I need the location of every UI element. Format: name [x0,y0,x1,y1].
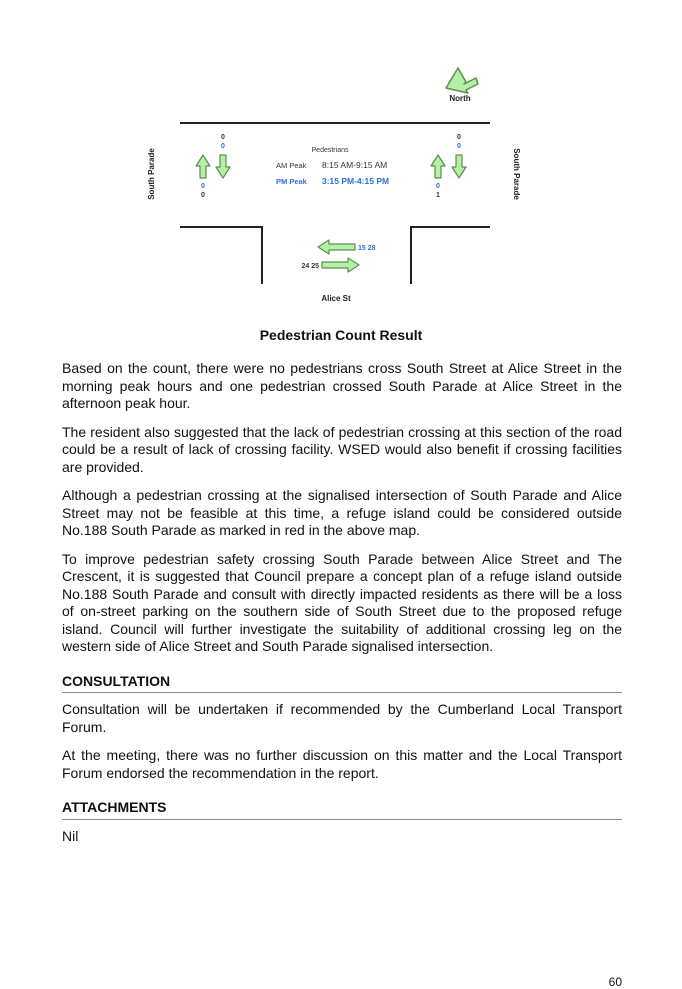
street-label-south: Alice St [321,294,351,303]
legend-am-label: AM Peak [276,161,307,170]
street-label-west: South Parade [147,148,156,200]
arrow-down-east-icon [452,155,466,178]
legend-am-time: 8:15 AM-9:15 AM [322,160,388,170]
consultation-heading: CONSULTATION [62,673,622,694]
paragraph: The resident also suggested that the lack of pedestrian crossing at this section of the road could be a result of lack of crossing facility. WSED would also benefit if crossing facilities are provided. [62,423,622,475]
count-east-bottom-pm: 0 [436,183,440,190]
page-number: 60 [608,975,622,989]
road-edge-southwest [180,227,262,284]
paragraph: Although a pedestrian crossing at the signalised intersection of South Parade and Alice Street may not be feasible at this time, a refuge island could be considered outside No.188 South Parade as marked in red in the above map. [62,487,622,538]
road-edge-southeast [411,227,490,284]
paragraph: To improve pedestrian safety crossing South Parade between Alice Street and The Crescent, it is suggested that Council prepare a concept plan of a refuge island outside No.188 South Parade and consult with directly impacted residents as there will be a loss of on-street parking on the southern side of South Street due to the proposed refuge island. Council will further investigate the suitability of additional crossing leg on the western side of Alice Street and South Parade signalised intersection. [62,550,622,654]
arrow-up-east-icon [431,155,445,178]
count-east-bottom-am: 1 [436,192,440,199]
legend-pm-time: 3:15 PM-4:15 PM [322,176,390,186]
count-west-bottom-pm: 0 [201,183,205,190]
paragraph: At the meeting, there was no further discussion on this matter and the Local Transport Forum endorsed the recommendation in the report. [62,747,622,781]
count-west-top-pm: 0 [221,143,225,150]
paragraph: Based on the count, there were no pedestrians cross South Street at Alice Street in the morning peak hours and one pedestrian crossed South Parade at Alice Street in the afternoon peak hour. [62,360,622,411]
report-body [62,360,622,856]
legend-pm-label: PM Peak [276,177,307,186]
intersection-diagram [140,60,540,310]
count-east-arrow: 24 25 [301,263,319,270]
north-label: North [449,94,471,103]
arrow-west-icon [318,240,355,254]
arrow-east-icon [322,258,359,272]
paragraph: Consultation will be undertaken if recommended by the Cumberland Local Transport Forum. [62,701,622,735]
count-east-top-pm: 0 [457,143,461,150]
figure-caption: Pedestrian Count Result [259,327,423,343]
count-west-top-am: 0 [221,134,225,141]
north-arrow-icon [446,68,478,93]
count-west-bottom-am: 0 [201,192,205,199]
legend-title: Pedestrians [311,147,349,154]
arrow-up-west-icon [196,155,210,178]
street-label-east: South Parade [512,148,521,200]
count-east-top-am: 0 [457,134,461,141]
attachments-text: Nil [62,827,79,844]
attachments-heading: ATTACHMENTS [62,799,622,820]
count-west-arrow: 15 28 [358,245,376,252]
arrow-down-west-icon [216,155,230,178]
